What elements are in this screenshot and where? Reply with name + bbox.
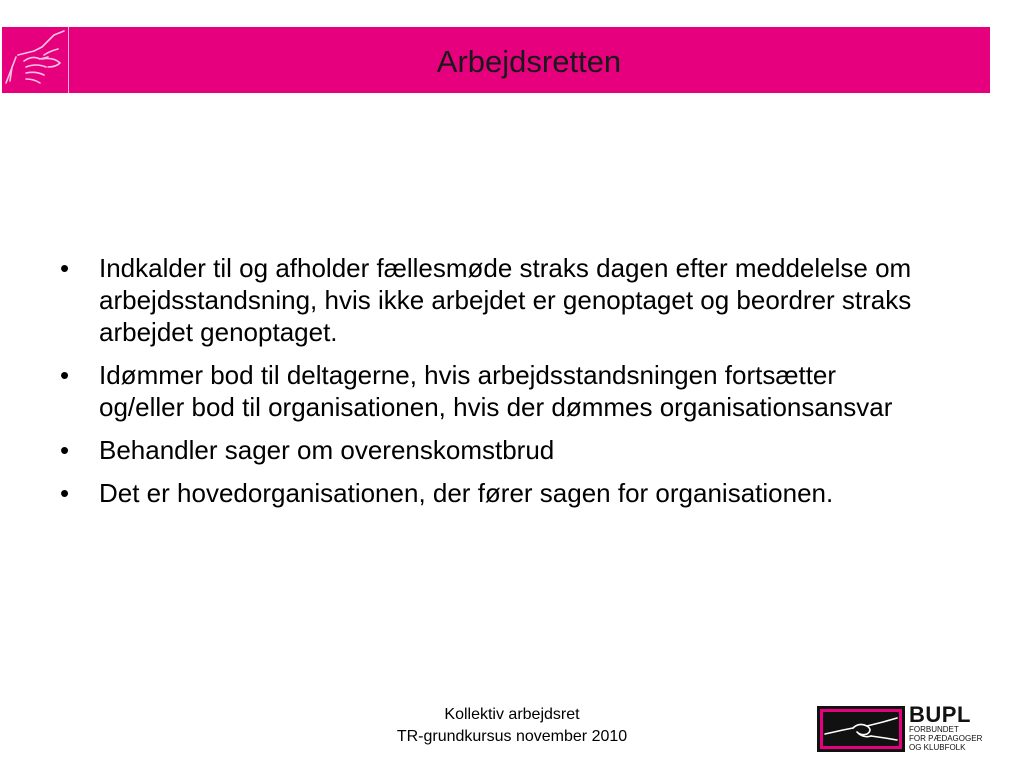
bullet-item [58, 252, 918, 348]
logo-name: BUPL [909, 702, 971, 727]
bullet-text: Idømmer bod til deltagerne, hvis arbejdsstandsningen fortsætter og/eller bod til organisationen, hvis der dømmes organisationsansvar [99, 360, 893, 422]
logo-subtitle [909, 725, 982, 752]
bullet-text: Behandler sager om overenskomstbrud [99, 435, 555, 465]
bullet-text: Indkalder til og afholder fællesmøde straks dagen efter meddelelse om arbejdsstandsning, hvis ikke arbejdet er genoptaget og beordrer straks arbejdet genoptaget. [99, 253, 912, 347]
footer [352, 704, 672, 748]
bullet-list [58, 252, 918, 520]
logo-sub-line: FOR PÆDAGOGER [909, 734, 983, 743]
bullet-dot: • [60, 435, 70, 465]
handshake-icon [2, 27, 69, 93]
slide-title: Arbejdsretten [436, 44, 622, 79]
logo-sub-line: OG KLUBFOLK [909, 743, 966, 752]
logo-sub-line: FORBUNDET [909, 725, 959, 734]
bullet-dot: • [60, 360, 70, 390]
bullet-item [58, 477, 918, 509]
header-bar [2, 27, 990, 93]
footer-line-1: Kollektiv arbejdsret [444, 706, 580, 723]
bullet-text: Det er hovedorganisationen, der fører sagen for organisationen. [99, 478, 834, 508]
bullet-item [58, 434, 918, 466]
bullet-dot: • [60, 478, 70, 508]
logo-handshake-icon [817, 706, 905, 752]
bullet-dot: • [60, 253, 70, 283]
footer-line-2: TR-grundkursus november 2010 [396, 728, 628, 745]
bupl-logo [817, 702, 997, 752]
bullet-item [58, 359, 918, 423]
